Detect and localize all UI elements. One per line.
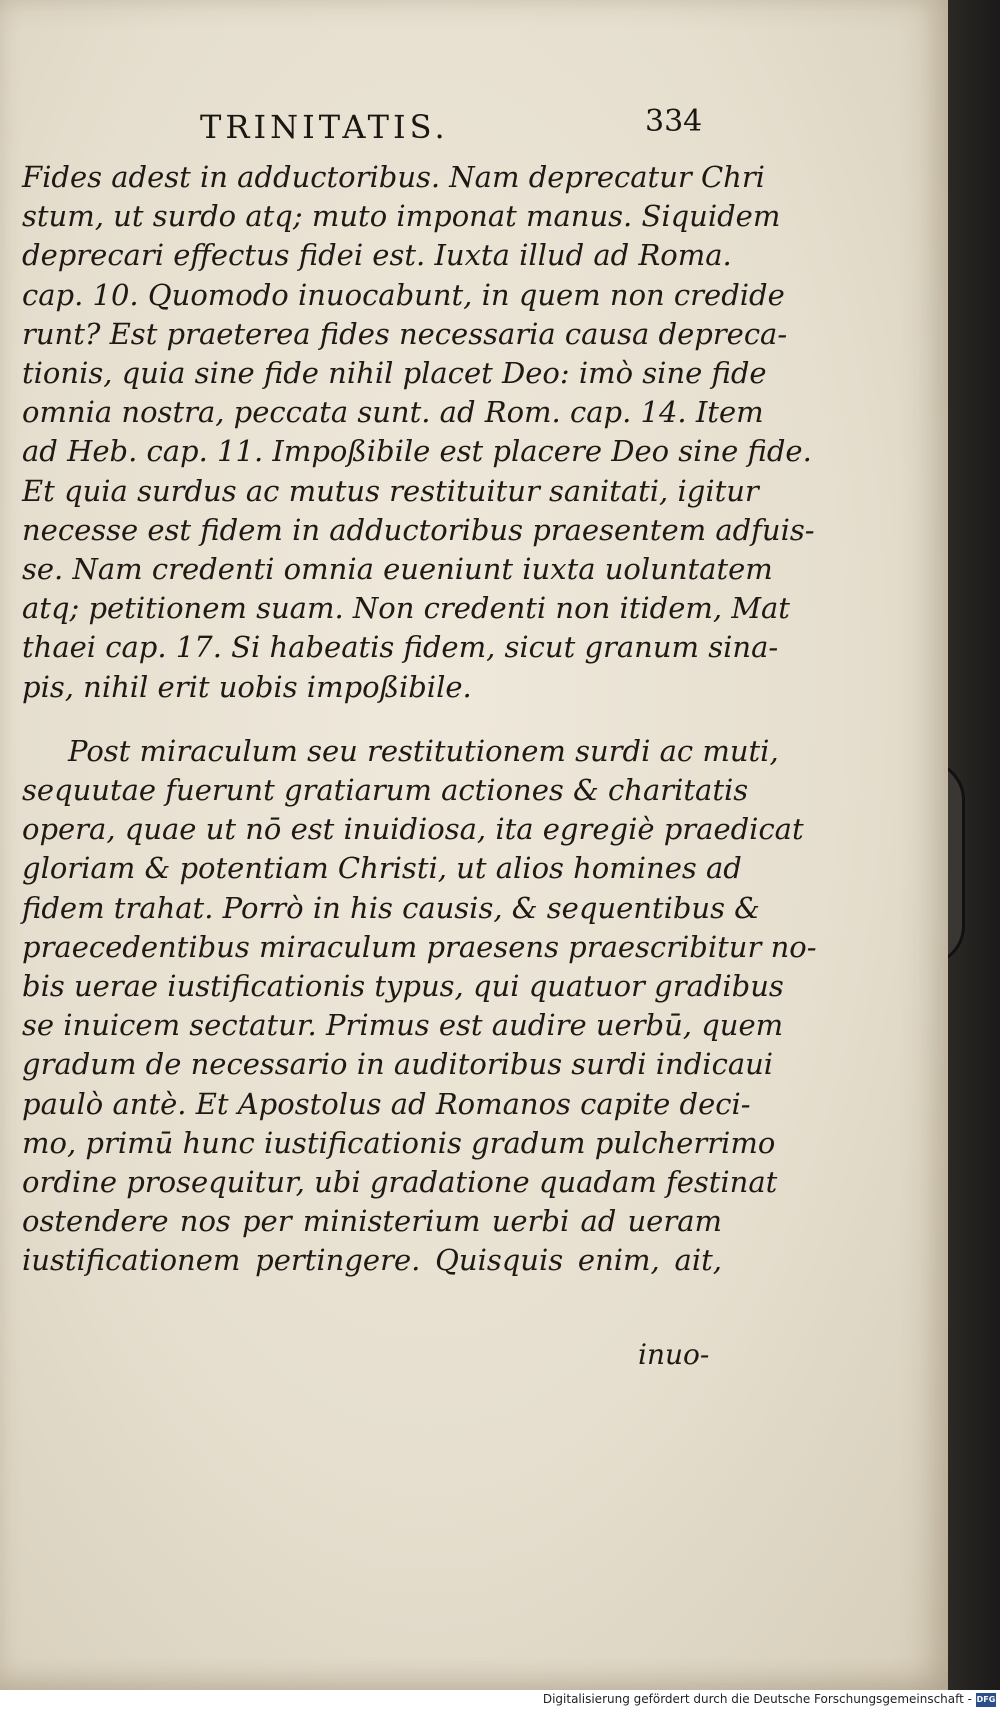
text-line: se inuicem sectatur. Primus est audire uerbū, quem: [22, 1008, 784, 1043]
text-line: omnia nostra, peccata sunt. ad Rom. cap. 14. Item: [22, 395, 764, 430]
text-line: necesse est fidem in adductoribus praesentem adfuis-: [22, 512, 815, 547]
text-line: iustificationem pertingere. Quisquis enim, ait,: [22, 1243, 722, 1278]
text-line: cap. 10. Quomodo inuocabunt, in quem non credide: [22, 277, 785, 312]
text-line: gloriam & potentiam Christi, ut alios homines ad: [22, 851, 742, 886]
text-line: thaei cap. 17. Si habeatis fidem, sicut granum sina-: [22, 630, 779, 665]
text-line: opera, quae ut nō est inuidiosa, ita egregiè praedicat: [22, 812, 804, 847]
text-line: ad Heb. cap. 11. Impoßibile est placere Deo sine fide.: [22, 434, 812, 469]
text-line: sequutae fuerunt gratiarum actiones & charitatis: [22, 773, 749, 808]
body-text: [22, 158, 817, 1281]
text-line: Post miraculum seu restitutionem surdi ac muti,: [68, 733, 779, 768]
text-line: stum, ut surdo atq; muto imponat manus. Siquidem: [22, 199, 781, 234]
text-line: gradum de necessario in auditoribus surdi indicaui: [22, 1047, 774, 1082]
text-line: atq; petitionem suam. Non credenti non itidem, Mat: [22, 591, 790, 626]
text-line: ostendere nos per ministerium uerbi ad ueram: [22, 1204, 722, 1239]
text-line: se. Nam credenti omnia eueniunt iuxta uoluntatem: [22, 552, 773, 587]
page-number: 334: [645, 104, 703, 139]
text-line: paulò antè. Et Apostolus ad Romanos capite deci-: [22, 1086, 751, 1121]
text-line: ordine prosequitur, ubi gradatione quadam festinat: [22, 1165, 778, 1200]
digitization-footer: [0, 1690, 1000, 1710]
paragraph-2: [22, 732, 817, 1281]
text-line: bis uerae iustificationis typus, qui quatuor gradibus: [22, 969, 784, 1004]
text-line: Fides adest in adductoribus. Nam deprecatur Chri: [22, 160, 765, 194]
text-line: Et quia surdus ac mutus restituitur sanitati, igitur: [22, 473, 759, 508]
dfg-logo-icon: DFG: [976, 1693, 996, 1707]
text-line: fidem trahat. Porrò in his causis, & sequentibus &: [22, 890, 760, 925]
catchword: inuo-: [638, 1338, 710, 1371]
running-head: TRINITATIS.: [200, 108, 449, 146]
paragraph-1: [22, 158, 815, 707]
text-line: pis, nihil erit uobis impoßibile.: [22, 669, 472, 704]
paragraph-gap: [22, 707, 722, 732]
text-line: praecedentibus miraculum praesens praescribitur no-: [22, 929, 817, 964]
text-line: mo, primū hunc iustificationis gradum pulcherrimo: [22, 1125, 776, 1160]
text-line: runt? Est praeterea fides necessaria causa depreca-: [22, 316, 788, 351]
text-line: deprecari effectus fidei est. Iuxta illud ad Roma.: [22, 238, 732, 273]
footer-credit: Digitalisierung gefördert durch die Deutsche Forschungsgemeinschaft -: [542, 1692, 972, 1706]
text-line: tionis, quia sine fide nihil placet Deo: imò sine fide: [22, 356, 767, 391]
